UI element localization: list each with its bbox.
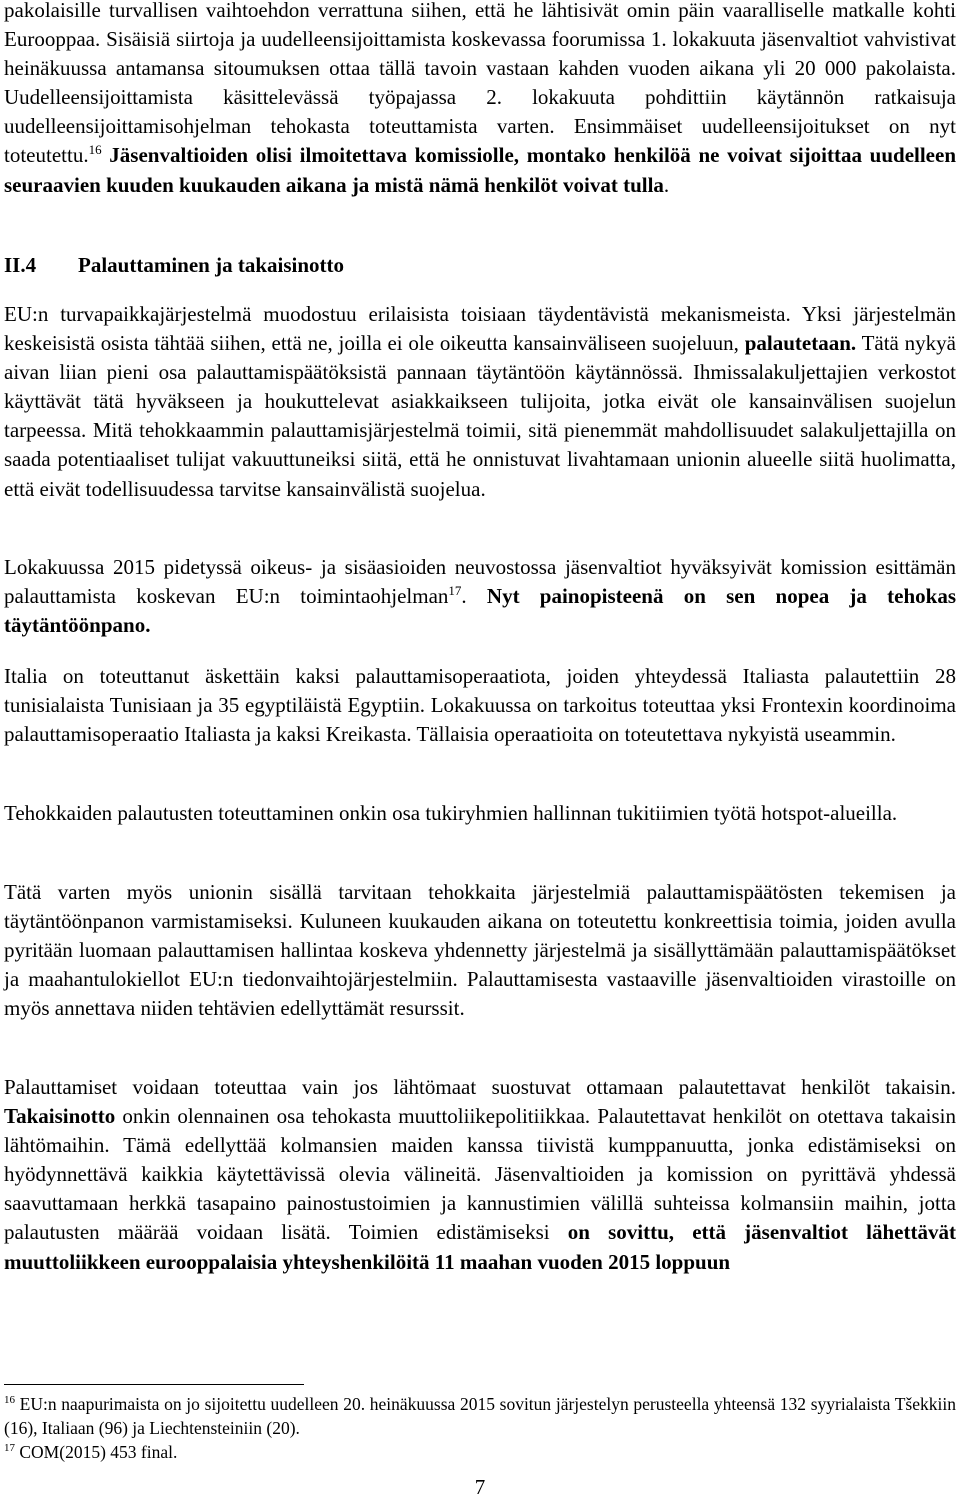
- text-run: Palauttamiset voidaan toteuttaa vain jos lähtömaat suostuvat ottamaan palautettavat henkilöt takaisin.: [4, 1075, 956, 1099]
- paragraph-internal-systems: Tätä varten myös unionin sisällä tarvitaan tehokkaita järjestelmiä palauttamispäätösten tekemisen ja täytäntöönpanon varmistamiseksi. Kuluneen kuukauden aikana on toteutettu konkreettisia toimia, joiden avulla pyritään luomaan palauttamisen hallintaa koskeva yhdennetty järjestelmä ja sisällyttämään palauttamispäätökset ja maahantulokiellot EU:n tiedonvaihtojärjestelmiin. Palauttamisesta vastaaville jäsenvaltioiden virastoille on myös annettava niiden tehtävien edellyttämät resurssit.: [4, 880, 956, 1021]
- footnote-ref-16[interactable]: 16: [88, 142, 102, 158]
- paragraph-resettlement: [4, 0, 956, 200]
- footnote-number: 17: [4, 1442, 15, 1455]
- footnote-ref-17[interactable]: 17: [448, 583, 462, 599]
- text-run: .: [461, 584, 487, 609]
- bold-run: palautetaan.: [744, 331, 857, 356]
- footnote-17: [4, 1440, 956, 1464]
- section-number: II.4: [4, 253, 37, 277]
- bold-run: Jäsenvaltioiden olisi ilmoitettava komissiolle, montako henkilöä ne voivat sijoittaa uudelleen seuraavien kuuden kuukauden aikana ja mistä nämä henkilöt voivat tulla: [4, 143, 956, 197]
- footnote-text: COM(2015) 453 final.: [15, 1442, 178, 1462]
- bold-run: Nyt painopisteenä on sen nopea ja tehokas täytäntöönpano.: [4, 584, 956, 638]
- footnote-16: [4, 1392, 956, 1440]
- paragraph-action-plan: [4, 553, 956, 640]
- footnote-text: EU:n naapurimaista on jo sijoitettu uudelleen 20. heinäkuussa 2015 sovitun järjestelyn perusteella yhteensä 132 syyrialaista Tšekkiin (16), Italiaan (96) ja Liechtensteiniin (20).: [4, 1394, 956, 1438]
- text-run: pakolaisille turvallisen vaihtoehdon verrattuna siihen, että he lähtisivät omin päin vaaralliselle matkalle kohti Eurooppaa. Sisäisiä siirtoja ja uudelleensijoittamista koskevassa foorumissa 1. lokakuuta jäsenvaltiot vahvistivat heinäkuussa antamansa sitoumuksen ottaa tällä tavoin vastaan kahden vuoden aikana yli 20 000 pakolaista. Uudelleensijoittamista käsittelevässä työpajassa 2. lokakuuta pohdittiin käytännön ratkaisuja uudelleensijoittamisohjelman tehokasta toteuttamista varten. Ensimmäiset uudelleensijoitukset on nyt toteutettu.: [4, 0, 956, 168]
- text-run: EU:n turvapaikkajärjestelmä muodostuu erilaisista toisiaan täydentävistä mekanismeista. Yksi järjestelmän keskeisistä osista tähtää siihen, että ne, joilla ei ole oikeutta kansainväliseen suojeluun,: [4, 302, 956, 356]
- section-heading: [4, 251, 344, 280]
- bold-run: on sovittu, että jäsenvaltiot lähettävät muuttoliikkeen eurooppalaisia yhteyshenkilöitä 11 maahan vuoden 2015 loppuun: [4, 1220, 956, 1274]
- paragraph-readmission: [4, 1073, 956, 1277]
- page-number: 7: [474, 1475, 486, 1499]
- text-run: onkin olennainen osa tehokasta muuttoliikepolitiikkaa. Palautettavat henkilöt on otettava takaisin lähtömaihin. Tämä edellyttää kolmansien maiden kanssa tiivistä kumppanuutta, jonka edistämiseksi on hyödynnettävä kaikkia käytettävissä olevia välineitä. Jäsenvaltioiden ja komission on pyrittävä yhdessä saavuttamaan herkkä tasapaino painostustoimien ja kannustimien välillä suhteissa kolmansiin maihin, jotta palautusten määrää voidaan lisätä. Toimien edistämiseksi: [4, 1104, 956, 1245]
- footnote-number: 16: [4, 1394, 15, 1407]
- bold-run: Takaisinotto: [4, 1104, 116, 1129]
- section-title: Palauttaminen ja takaisinotto: [78, 253, 345, 277]
- paragraph-return-system: [4, 300, 956, 504]
- paragraph-hotspots: Tehokkaiden palautusten toteuttaminen onkin osa tukiryhmien hallinnan tukitiimien työtä hotspot-alueilla.: [4, 801, 898, 825]
- text-run: Lokakuussa 2015 pidetyssä oikeus- ja sisäasioiden neuvostossa jäsenvaltiot hyväksyivät komission esittämän palauttamista koskevan EU:n toimintaohjelman: [4, 555, 956, 609]
- paragraph-italy-operations: Italia on toteuttanut äskettäin kaksi palauttamisoperaatiota, joiden yhteydessä Italiasta palautettiin 28 tunisialaista Tunisiaan ja 35 egyptiläistä Egyptiin. Lokakuussa on tarkoitus toteuttaa yksi Frontexin koordinoima palauttamisoperaatio Italiasta ja kaksi Kreikasta. Tällaisia operaatioita on toteutettava nykyistä useammin.: [4, 664, 956, 747]
- footnote-divider: [4, 1384, 304, 1385]
- text-run: Tätä nykyä aivan liian pieni osa palauttamispäätöksistä pannaan täytäntöön käytännössä. Ihmissalakuljettajien verkostot käyttävät tätä hyväkseen ja houkuttelevat asiakkaikseen tulijoita, jotka eivät ole kansainvälisen suojelun tarpeessa. Mitä tehokkaammin palauttamisjärjestelmä toimii, sitä pienemmät mahdollisuudet salakuljettajilla on saada potentiaaliset tulijat vakuuttuneiksi siitä, että he onnistuvat livahtamaan unionin alueelle siitä huolimatta, että eivät todellisuudessa tarvitse kansainvälistä suojelua.: [4, 331, 956, 501]
- text-run: .: [663, 172, 670, 197]
- footnotes: [4, 1392, 956, 1464]
